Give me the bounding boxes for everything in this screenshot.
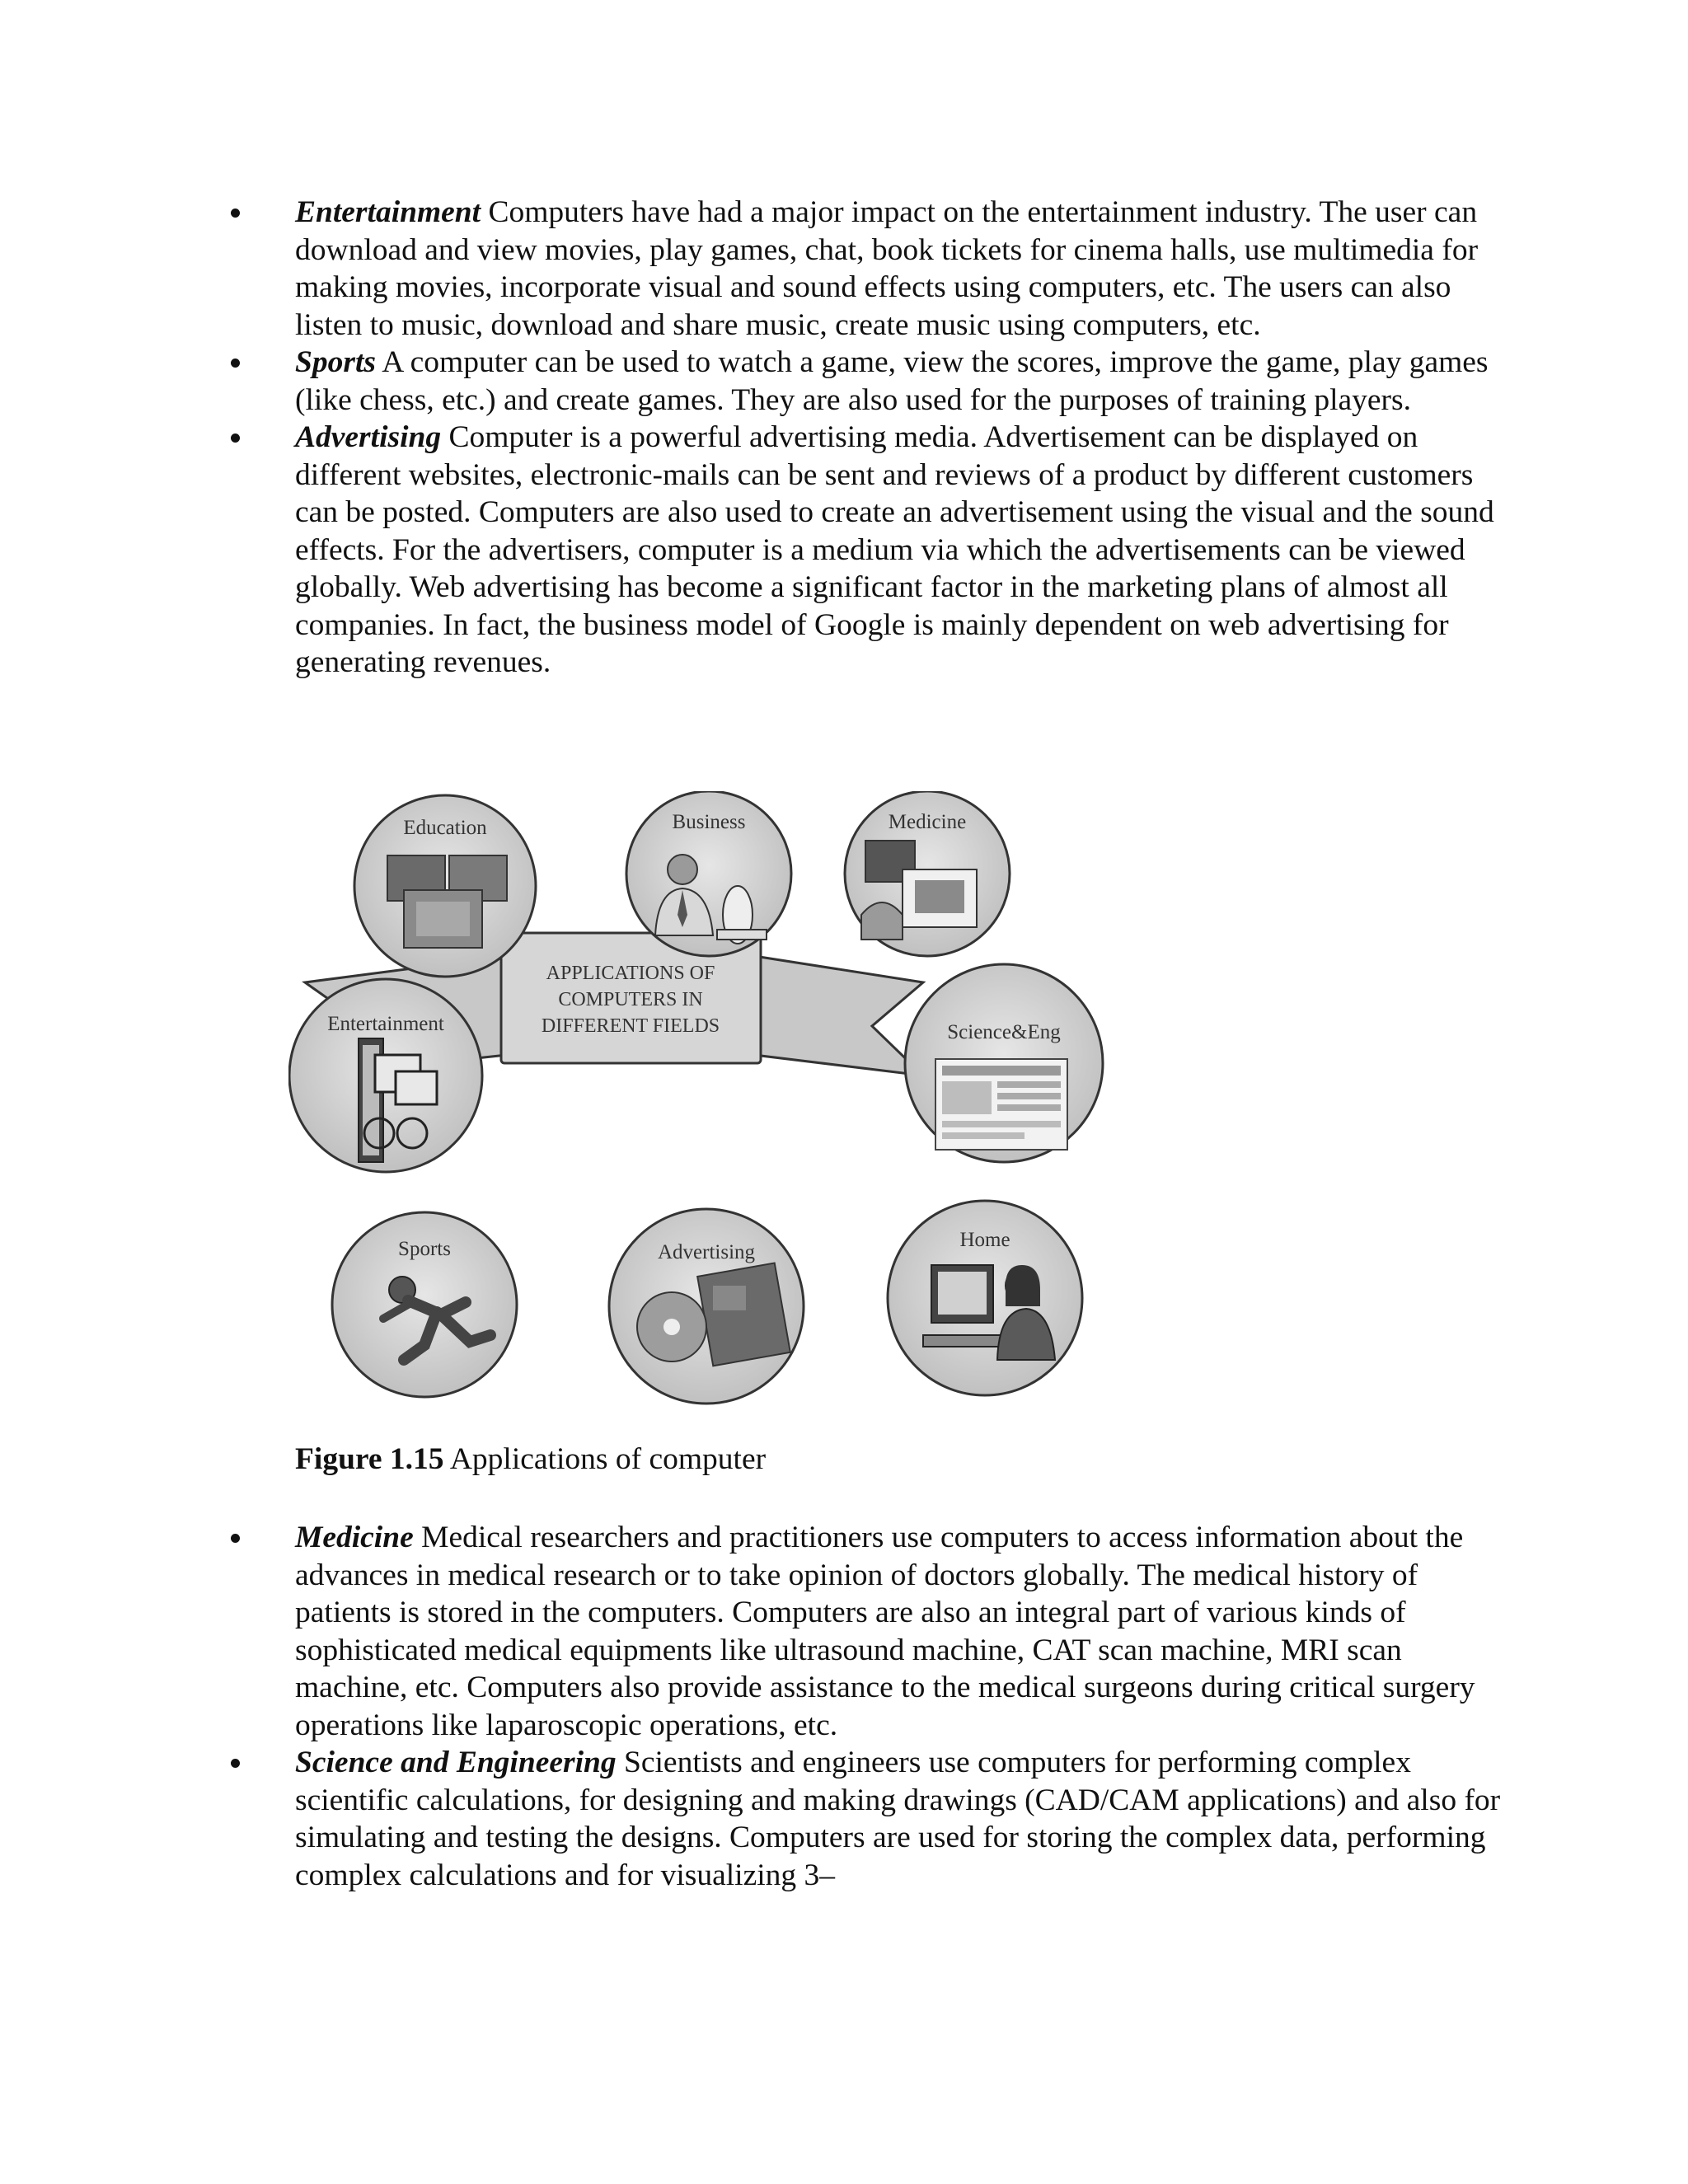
banner-line-1: APPLICATIONS OF (546, 963, 715, 984)
circle-education (354, 795, 536, 977)
figure-caption-text: Applications of computer (443, 1442, 767, 1476)
bullet-term: Science and Engineering (295, 1746, 617, 1779)
bullet-science-engineering (223, 1744, 1508, 1894)
bullet-dot (231, 1759, 240, 1768)
bullet-term: Sports (295, 345, 376, 379)
bullet-dot (231, 1534, 240, 1543)
bullet-medicine (223, 1519, 1508, 1744)
top-bullet-list (223, 194, 1508, 682)
banner-line-3: DIFFERENT FIELDS (541, 1015, 720, 1037)
bullet-text: Computer is a powerful advertising media. Advertisement can be displayed on different websites, electronic-mails can be sent and reviews of a product by different customers can be posted. Computers are also used to create an advertisement using the visual and the sound effects. For the advertisers, computer is a medium via which the advertisements can be viewed globally. Web advertising has become a significant factor in the marketing plans of almost all companies. In fact, the business model of Google is mainly dependent on web advertising for generating revenues. (295, 420, 1494, 679)
monitor-screen-icon (935, 1059, 1067, 1150)
figure-caption (295, 1441, 766, 1478)
circle-label: Business (672, 811, 746, 833)
circle-label: Science&Eng (947, 1021, 1061, 1043)
circle-medicine (845, 791, 1010, 956)
bullet-dot (231, 359, 240, 368)
banner-line-2: COMPUTERS IN (558, 989, 703, 1010)
applications-figure (288, 791, 1121, 1418)
bullet-term: Advertising (295, 420, 442, 454)
circle-label: Medicine (888, 811, 967, 833)
bullet-dot (231, 209, 240, 218)
figure-number: Figure 1.15 (295, 1442, 444, 1476)
circle-label: Sports (398, 1238, 451, 1260)
circle-science-engineering (905, 964, 1103, 1162)
circle-home (888, 1201, 1082, 1395)
bottom-bullet-list (223, 1519, 1508, 1894)
circle-advertising (609, 1209, 804, 1404)
bullet-text: Medical researchers and practitioners use computers to access information about the advances in medical research or to take opinion of doctors globally. The medical history of patients is stored in the computers. Computers are also an integral part of various kinds of sophisticated medical equipments like ultrasound machine, CAT scan machine, MRI scan machine, etc. Computers also provide assistance to the medical surgeons during critical surgery operations like laparoscopic operations, etc. (295, 1521, 1475, 1742)
circle-label: Entertainment (327, 1013, 444, 1035)
circle-entertainment (289, 979, 482, 1172)
circle-business (626, 791, 791, 956)
bullet-advertising (223, 419, 1508, 682)
circle-label: Advertising (657, 1241, 756, 1263)
bullet-sports (223, 344, 1508, 419)
bullet-entertainment (223, 194, 1508, 344)
bullet-term: Entertainment (295, 195, 481, 229)
bullet-text: Computers have had a major impact on the entertainment industry. The user can download and view movies, play games, chat, book tickets for cinema halls, use multimedia for making movies, incorporate visual and sound effects using computers, etc. The users can also listen to music, download and share music, create music using computers, etc. (295, 195, 1479, 342)
circle-label: Home (959, 1229, 1010, 1251)
bullet-term: Medicine (295, 1521, 414, 1554)
bullet-text: A computer can be used to watch a game, view the scores, improve the game, play games (like chess, etc.) and create games. They are also used for the purposes of training players. (295, 345, 1489, 417)
person-at-computer-icon (923, 1265, 1055, 1360)
circle-label: Education (403, 817, 487, 839)
bullet-dot (231, 434, 240, 443)
circle-sports (332, 1212, 517, 1397)
bullet-text: Scientists and engineers use computers for performing complex scientific calculations, for designing and making drawings (CAD/CAM applications) and also for simulating and testing the designs. Computers are used for storing the complex data, performing complex calculations and for visualizing 3– (295, 1746, 1501, 1892)
